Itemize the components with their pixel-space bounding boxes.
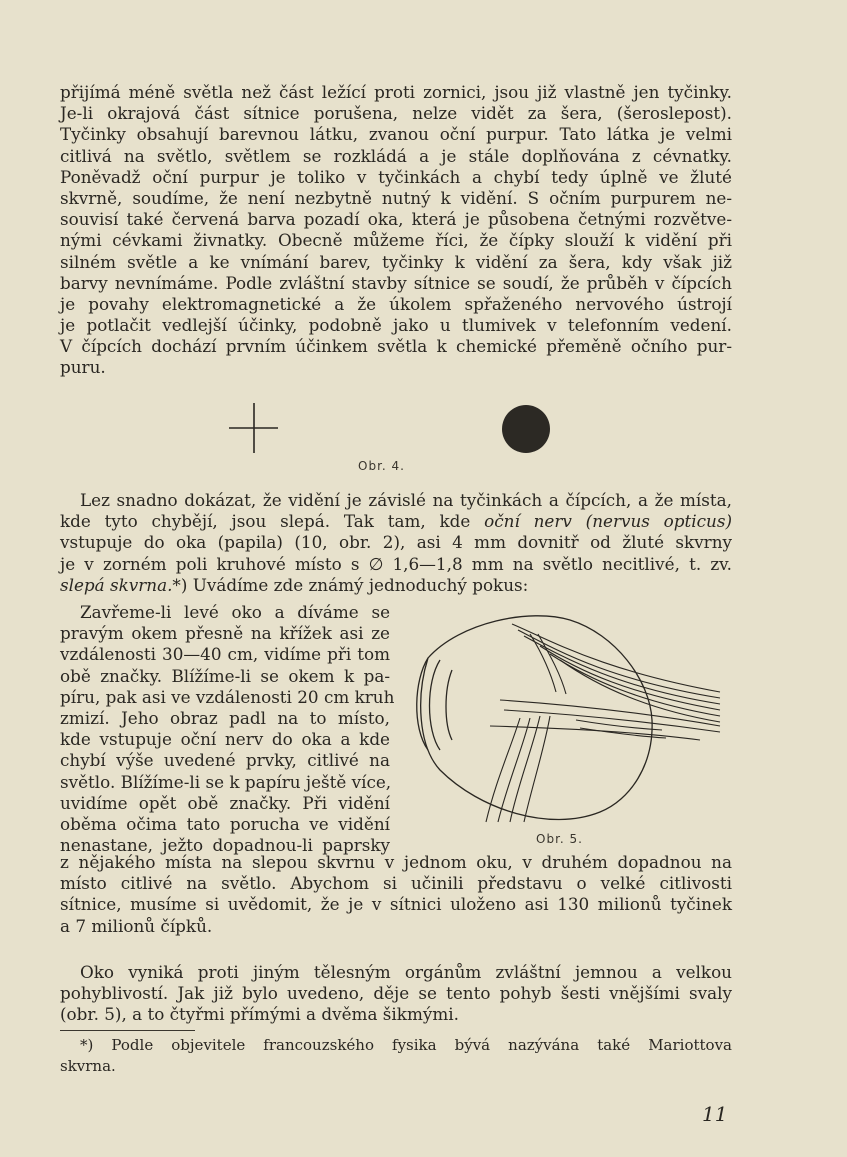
text-line: sítnice, musíme si uvědomit, že je v sítnici uloženo asi 130 milionů tyčinek	[60, 894, 732, 915]
text-line: místo citlivé na světlo. Abychom si učinili představu o velké citlivosti	[60, 873, 732, 894]
footnote-line: skvrna.	[60, 1057, 116, 1076]
footnote-divider	[60, 1030, 195, 1031]
figure-4-cross-and-dot	[0, 395, 847, 475]
text-line: puru.	[60, 357, 106, 378]
text-line: vstupuje do oka (papila) (10, obr. 2), asi 4 mm dovnitř od žluté skvrny	[60, 532, 732, 553]
optic-nerve-term: oční nerv (nervus opticus)	[484, 511, 732, 532]
figure-5-eye-muscles	[400, 600, 730, 830]
paragraph-experiment	[60, 602, 395, 856]
eyeball-icon	[417, 616, 652, 820]
paragraph-experiment-continued	[60, 852, 732, 937]
text-line: nými cévkami živnatky. Obecně můžeme říci, že čípky slouží k vidění při	[60, 230, 732, 251]
text-line: skvrně, soudíme, že není nezbytně nutný k vidění. S očním purpurem ne-	[60, 187, 732, 208]
text-fragment: *) Uvádíme zde známý jednoduchý pokus:	[172, 574, 529, 595]
figure-5-caption: Obr. 5.	[536, 832, 583, 846]
text-line: je povahy elektromagnetické a že úkolem spřaženého nervového ústrojí	[60, 293, 732, 314]
text-line: Zavřeme-li levé oko a díváme se	[80, 602, 390, 622]
text-line: oběma očima tato porucha ve vidění	[60, 813, 390, 834]
cross-icon	[229, 403, 278, 453]
text-line: citlivá na světlo, světlem se rozkládá a je stále doplňována z cévnatky.	[60, 145, 732, 166]
page-number: 11	[702, 1102, 728, 1126]
text-line: Tyčinky obsahují barevnou látku, zvanou oční purpur. Tato látka je velmi	[60, 124, 732, 145]
text-line: a 7 milionů čípků.	[60, 915, 213, 936]
dot-icon	[502, 405, 550, 453]
text-line: barvy nevnímáme. Podle zvláštní stavby sítnice se soudí, že průběh v čípcích	[60, 272, 732, 293]
text-line: je v zorném poli kruhové místo s ∅ 1,6—1,8 mm na světlo necitlivé, t. zv.	[60, 553, 732, 574]
text-line: silném světle a ke vnímání barev, tyčinky k vidění za šera, kdy však již	[60, 251, 732, 272]
text-line: (obr. 5), a to čtyřmi přímými a dvěma šikmými.	[60, 1004, 459, 1025]
text-line: Lez snadno dokázat, že vidění je závislé na tyčinkách a čípcích, a že místa,	[80, 490, 732, 510]
text-line: z nějakého místa na slepou skvrnu v jednom oku, v druhém dopadnou na	[60, 852, 732, 872]
footnote	[60, 1036, 732, 1076]
text-line: pravým okem přesně na křížek asi ze	[60, 623, 390, 644]
text-line: vzdálenosti 30—40 cm, vidíme při tom	[60, 644, 390, 665]
text-line: V čípcích dochází prvním účinkem světla k chemické přeměně očního pur-	[60, 336, 732, 357]
figure-4-caption: Obr. 4.	[358, 459, 405, 473]
text-line: Je-li okrajová část sítnice porušena, nelze vidět za šera, (šeroslepost).	[60, 103, 732, 124]
text-line	[60, 511, 732, 532]
text-line: pohyblivostí. Jak již bylo uvedeno, děje se tento pohyb šesti vnějšími svaly	[60, 983, 732, 1004]
blind-spot-term: slepá skvrna.	[60, 574, 173, 595]
footnote-line: *) Podle objevitele francouzského fysika bývá nazývána také Mariottova	[80, 1036, 732, 1054]
text-line: světlo. Blížíme-li se k papíru ještě více,	[60, 771, 392, 792]
text-line: kde vstupuje oční nerv do oka a kde	[60, 729, 390, 750]
text-line: nenastane, ježto dopadnou-li paprsky	[60, 835, 390, 856]
text-line: souvisí také červená barva pozadí oka, která je působena četnými rozvětve-	[60, 209, 732, 230]
text-fragment: kde tyto chybějí, jsou slepá. Tak tam, kde	[60, 511, 485, 532]
text-line: je potlačit vedlejší účinky, podobně jako u tlumivek v telefonním vedení.	[60, 315, 732, 336]
text-line: chybí výše uvedené prvky, citlivé na	[60, 750, 390, 771]
text-line: uvidíme opět obě značky. Při vidění	[60, 792, 390, 813]
text-line: přijímá méně světla než část ležící proti zornici, jsou již vlastně jen tyčinky.	[60, 82, 732, 102]
paragraph-eye-mobility	[60, 962, 732, 1026]
text-line	[60, 575, 732, 596]
text-line: Oko vyniká proti jiným tělesným orgánům zvláštní jemnou a velkou	[80, 962, 732, 982]
paragraph-blind-spot	[60, 490, 732, 596]
text-line: Poněvadž oční purpur je toliko v tyčinkách a chybí tedy úplně ve žluté	[60, 166, 732, 187]
text-line: zmizí. Jeho obraz padl na to místo,	[60, 707, 390, 728]
eye-muscles-icon	[486, 624, 720, 822]
paragraph-retina	[60, 82, 732, 379]
text-line: obě značky. Blížíme-li se okem k pa-	[60, 665, 390, 686]
text-line: píru, pak asi ve vzdálenosti 20 cm kruh	[60, 686, 395, 707]
